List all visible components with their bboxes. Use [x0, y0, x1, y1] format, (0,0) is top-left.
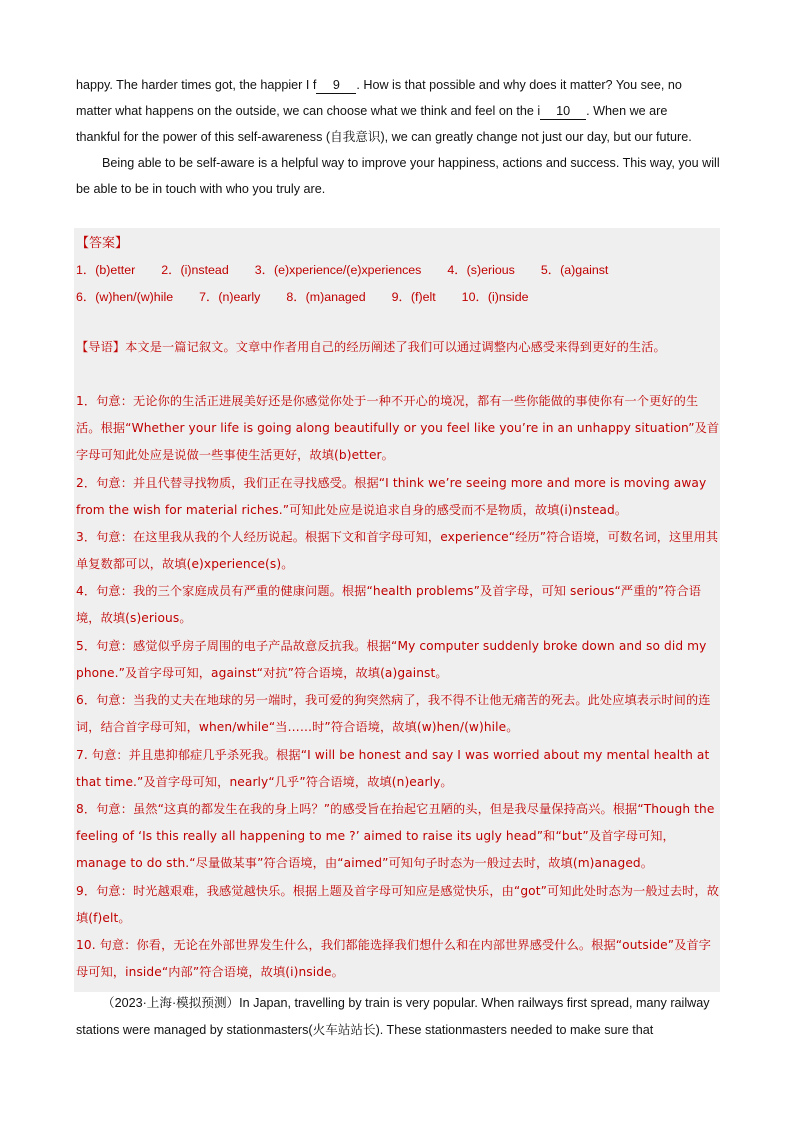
answer-6: 6．(w)hen/(w)hile: [76, 290, 174, 304]
explanation-4: 4．句意：我的三个家庭成员有严重的健康问题。根据“health problems”及首字母，可知 serious“严重的”符合语境，故填(s)erious。: [76, 584, 702, 625]
answer-9: 9．(f)elt: [391, 290, 436, 304]
passage-line: [76, 72, 720, 98]
explanation-3: 3．句意：在这里我从我的个人经历说起。根据下文和首字母可知，experience“经历”符合语境，可数名词，这里用其单复数都可以，故填(e)xperience(s)。: [76, 530, 719, 571]
blank-10[interactable]: 10: [540, 103, 586, 120]
answer-row-2: [76, 287, 554, 305]
answer-section: [74, 228, 720, 992]
answer-10: 10．(i)nside: [461, 290, 529, 304]
explanation-8: 8．句意：虽然“这真的都发生在我的身上吗？”的感受旨在抬起它丑陋的头，但是我尽量保持高兴。根据“Though the feeling of ‘Is this really all happening to me ?’ aimed to raise its ugly head”和“but”及首字母可知，manage to do sth.“尽量做某事”符合语境，由“aimed”可知句子时态为一般过去时，故填(m)anaged。: [76, 802, 715, 870]
answer-1: 1．(b)etter: [76, 263, 136, 277]
text: . How is that possible and why does it matter? You see, no: [356, 78, 682, 92]
answer-heading: 【答案】: [76, 236, 129, 251]
answer-row-1: [76, 260, 634, 278]
passage-line: [76, 98, 720, 124]
answer-3: 3．(e)xperience/(e)xperiences: [254, 263, 422, 277]
explanation-6: 6．句意：当我的丈夫在地球的另一端时，我可爱的狗突然病了，我不得不让他无痛苦的死去。此处应填表示时间的连词，结合首字母可知，when/while“当……时”符合语境，故填(w)hen/(w)hile。: [76, 693, 711, 734]
passage-line: thankful for the power of this self-awareness (自我意识), we can greatly change not just our day, but our future.: [76, 130, 692, 144]
text: . When we are: [586, 104, 668, 118]
answer-5: 5．(a)gainst: [540, 263, 609, 277]
explanation-7: 7. 句意：并且患抑郁症几乎杀死我。根据“I will be honest and say I was worried about my mental health at that time.”及首字母可知，nearly“几乎”符合语境，故填(n)early。: [76, 748, 710, 789]
next-passage: [76, 990, 720, 1044]
answer-2: 2．(i)nstead: [161, 263, 229, 277]
text: matter what happens on the outside, we can choose what we think and feel on the i: [76, 104, 541, 118]
blank-9[interactable]: 9: [316, 77, 356, 94]
explanation-5: 5．句意：感觉似乎房子周围的电子产品故意反抗我。根据“My computer suddenly broke down and so did my phone.”及首字母可知，against“对抗”符合语境，故填(a)gainst。: [76, 639, 707, 680]
answer-8: 8．(m)anaged: [286, 290, 366, 304]
explanation-2: 2．句意：并且代替寻找物质，我们正在寻找感受。根据“I think we’re seeing more and more is moving away from the wish for material riches.”可知此处应是说追求自身的感受而不是物质，故填(i)nstead。: [76, 476, 707, 517]
answer-4: 4．(s)erious: [447, 263, 515, 277]
answer-7: 7．(n)early: [199, 290, 261, 304]
explanation-9: 9．句意：时光越艰难，我感觉越快乐。根据上题及首字母可知应是感觉快乐，由“got”可知此处时态为一般过去时，故填(f)elt。: [76, 884, 720, 925]
text: happy. The harder times got, the happier I f: [76, 78, 317, 92]
explanation-1: 1．句意：无论你的生活正进展美好还是你感觉你处于一种不开心的境况，都有一些你能做的事使你有一个更好的生活。根据“Whether your life is going along beautifully or you feel like you’re in an unhappy situation”及首字母可知此处应是说做一些事使生活更好，故填(b)etter。: [76, 394, 720, 462]
next-passage-text: （2023·上海·模拟预测）In Japan, travelling by train is very popular. When railways first spread, many railway stations were managed by stationmasters(火车站站长). These stationmasters needed to make sure that: [76, 996, 710, 1037]
guide-text: 【导语】本文是一篇记叙文。文章中作者用自己的经历阐述了我们可以通过调整内心感受来得到更好的生活。: [76, 340, 666, 354]
reading-passage: [76, 72, 720, 202]
explanation-10: 10. 句意：你看，无论在外部世界发生什么，我们都能选择我们想什么和在内部世界感受什么。根据“outside”及首字母可知，inside“内部”符合语境，故填(i)nside。: [76, 938, 712, 979]
passage-paragraph: Being able to be self-aware is a helpful way to improve your happiness, actions and success. This way, you will be able to be in touch with who you truly are.: [76, 156, 720, 196]
